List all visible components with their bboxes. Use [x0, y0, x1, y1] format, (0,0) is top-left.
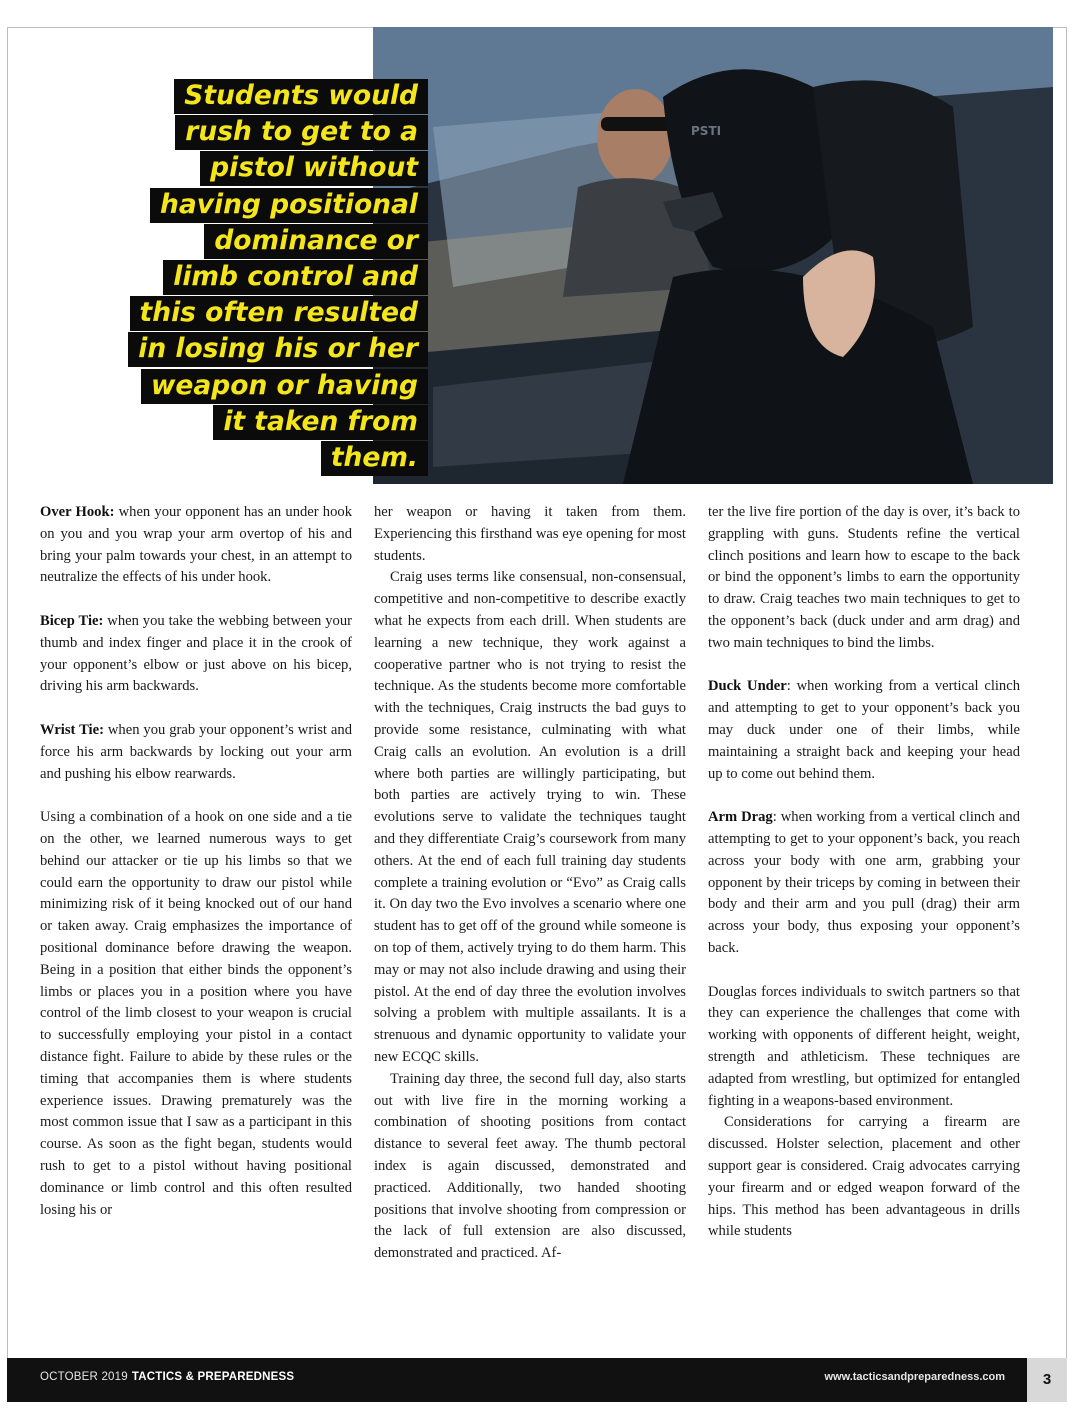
article-column-2 [374, 502, 686, 1265]
term-wrist-tie: Wrist Tie: [40, 721, 104, 738]
definition-over-hook [40, 502, 352, 589]
definition-text: when you grab your opponent’s wrist and force his arm backwards by locking out your arm and pushing his elbow rearwards. [40, 721, 352, 782]
photo-illustration [373, 27, 1053, 484]
article-column-1 [40, 502, 352, 1221]
hero-photo [373, 27, 1053, 484]
term-bicep-tie: Bicep Tie: [40, 612, 104, 629]
issue-date: OCTOBER 2019 [40, 1371, 128, 1383]
pull-quote-line: having positional [150, 188, 428, 223]
body-paragraph: Training day three, the second full day, also starts out with live fire in the morning working a combination of shooting positions from contact distance to several feet away. The thumb pectoral index is again discussed, demonstrated and practiced. Additionally, two handed shooting positions that involve shooting from compression or the lack of full extension are also discussed, demonstrated and practiced. Af- [374, 1070, 686, 1262]
pull-quote-line: weapon or having [141, 369, 428, 404]
footer-issue [40, 1371, 294, 1383]
pull-quote-line: rush to get to a [175, 115, 428, 150]
pull-quote-line: limb control and [163, 260, 428, 295]
definition-text: : when working from a vertical clinch and attempting to get to your opponent’s back you may duck under one of their limbs, while maintaining a straight back and keeping your head up to come out behind them. [708, 678, 1021, 782]
body-paragraph: ter the live fire portion of the day is over, it’s back to grappling with guns. Students refine the vertical clinch positions and learn how to escape to the back or bind the opponent’s limbs to earn the opportunity to draw. Craig teaches two main techniques to get to the opponent’s back (duck under and arm drag) and two main techniques to bind the limbs. [708, 504, 1020, 651]
pull-quote [128, 78, 428, 476]
pull-quote-line: Students would [174, 79, 428, 114]
pull-quote-line: it taken from them. [213, 405, 428, 476]
hat-text: PSTI [691, 124, 722, 138]
page-number: 3 [1027, 1358, 1067, 1402]
term-arm-drag: Arm Drag [708, 809, 773, 826]
body-paragraph: Craig uses terms like consensual, non-consensual, competitive and non-competitive to describe exactly what he expects from each drill. When students are learning a new technique, they work against a cooperative partner who is not trying to resist the technique. As the students become more comfortable with the techniques, Craig instructs the bad guys to provide some resistance, culminating with what Craig calls an evolution. An evolution is a drill where both parties are willingly participating, but both parties are actively trying to win. These evolutions serve to validate the techniques taught and they differentiate Craig’s coursework from many others. At the end of each full training day students complete a training evolution or “Evo” as Craig calls it. On day two the Evo involves a scenario where one student has to get off of the ground while someone is on top of them, actively trying to do them harm. This may or may not also include drawing and using their pistol. At the end of day three the evolution involves solving a problem with multiple assailants. It is a strenuous and dynamic opportunity to validate your new ECQC skills. [374, 569, 686, 1065]
definition-wrist-tie [40, 720, 352, 785]
body-paragraph: Douglas forces individuals to switch partners so that they can experience the challenges that come with working with opponents of different height, weight, strength and athleticism. These techniques are adapted from wrestling, but optimized for entangled fighting in a weapons-based environment. [708, 983, 1020, 1109]
definition-bicep-tie [40, 611, 352, 698]
pull-quote-line: in losing his or her [128, 332, 428, 367]
definition-text: when your opponent has an under hook on you and you wrap your arm overtop of his and bring your palm towards your chest, in an attempt to neutralize the effects of his under hook. [40, 504, 352, 586]
definition-duck-under [708, 676, 1020, 785]
definition-text: : when working from a vertical clinch and attempting to get to your opponent’s back, you reach across your body with one arm, grabbing your opponent by their triceps by coming in between their body and their arm and you pull (drag) their arm across your body, thus exposing your opponent’s back. [708, 809, 1020, 956]
article-column-3 [708, 502, 1020, 1243]
pull-quote-line: pistol without [200, 151, 428, 186]
body-paragraph: Considerations for carrying a firearm are discussed. Holster selection, placement and other support gear is considered. Craig advocates carrying your firearm and or edged weapon forward of the hips. This method has been advantageous in drills while students [708, 1114, 1020, 1240]
page-footer [7, 1358, 1067, 1402]
body-paragraph: Using a combination of a hook on one side and a tie on the other, we learned numerous ways to get behind our attacker or tie up his limbs so that we could earn the opportunity to draw our pistol while minimizing risk of it being knocked out of our hand or taken away. Craig emphasizes the importance of positional dominance before drawing the weapon. Being in a position that either binds the opponent’s limbs or places you in a position where you have control of the limb closest to your weapon is crucial to successfully employing your pistol in a contact distance fight. Failure to abide by these rules or the timing that accompanies them is where students experience issues. Drawing prematurely was the most common issue that I saw as a participant in this course. As soon as the fight began, students would rush to get to a pistol without having positional dominance or limb control and this often resulted losing his or [40, 809, 352, 1218]
pull-quote-line: this often resulted [130, 296, 428, 331]
body-paragraph: her weapon or having it taken from them. Experiencing this firsthand was eye opening for most students. [374, 504, 686, 564]
term-over-hook: Over Hook: [40, 504, 115, 520]
magazine-name: TACTICS & PREPAREDNESS [131, 1371, 295, 1383]
definition-arm-drag [708, 807, 1020, 960]
website-link[interactable]: www.tacticsandpreparedness.com [824, 1371, 1005, 1383]
term-duck-under: Duck Under [708, 678, 787, 695]
definition-text: when you take the webbing between your thumb and index finger and place it in the crook of your opponent’s elbow or just above on his bicep, driving his arm backwards. [40, 612, 352, 695]
pull-quote-line: dominance or [204, 224, 428, 259]
